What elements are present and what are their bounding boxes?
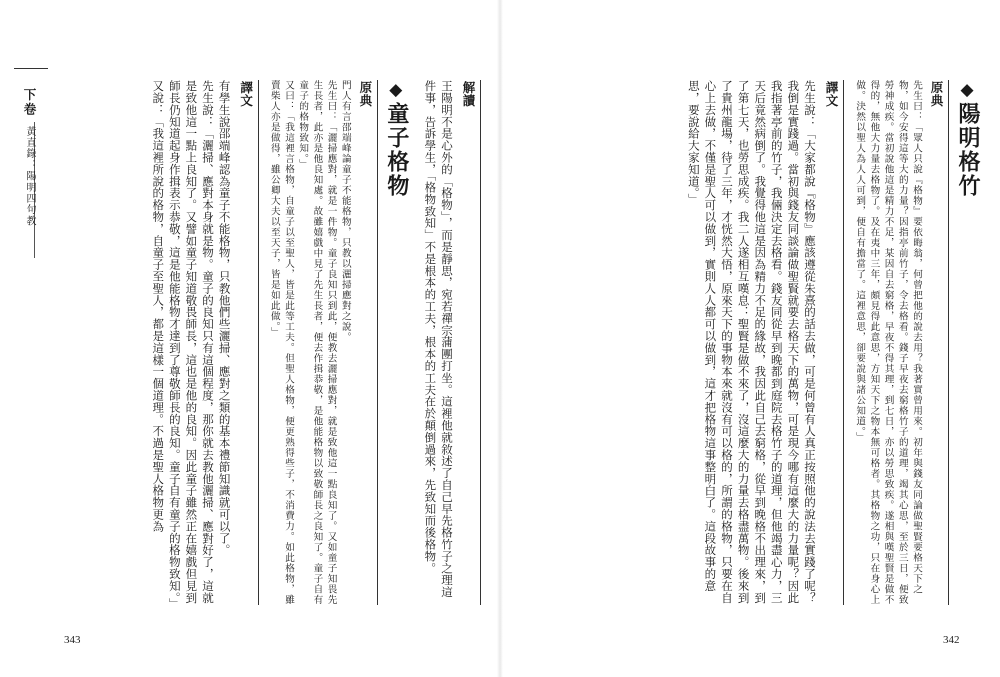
left-page <box>0 0 497 677</box>
translation-paragraph: 先生說：「灑掃、應對本身就是物。童子的良知只有這個程度，那你就去教他灑掃、應對好了，這就是致他這一點上良知了。又譬如童子知道敬畏師長，這也是他的良知。因此童子雖然正在嬉戲但見到師長仍知道起身作揖表示恭敬，這是他能格物才達到了尊敬師長的良知。童子自有童子的格物致知。」又說：「我這裡所說的格物，自童子至聖人，都是這樣一個道理。不過是聖人格物更為 <box>151 80 215 604</box>
left-page-body <box>66 80 481 605</box>
running-head: 黃直錄：陽明四句教 <box>24 126 35 227</box>
diamond-bullet-icon: ◆ <box>385 80 406 102</box>
source-paragraph: 又曰：「我這裡言格物，自童子以至聖人，皆是此等工夫。但聖人格物，便更熟得些子，不消費力。如此格物，雖賣柴人亦是做得，雖公卿大夫以至天子，皆是如此做。」 <box>268 80 294 605</box>
section-heading-translation: 譯文 <box>819 80 844 605</box>
interpretation-paragraph: 王陽明不是心外的「格物」，而是靜思，宛若禪宗蒲團打坐。這裡他就敘述了自己早先格竹子之理這件事，告訴學生，「格物致知」不是根本的工夫，根本的工夫在於顛倒過來，先致知而後格物。 <box>423 80 454 598</box>
section-heading-interpretation: 解讀 <box>456 80 481 605</box>
source-paragraph: 門人有言邵端峰論童子不能格物，只教以灑掃應對之說。 <box>339 80 351 343</box>
section-heading-source: 原典 <box>924 80 949 605</box>
page-number-left: 343 <box>64 634 81 646</box>
right-page <box>503 0 1000 677</box>
translation-paragraph: 先生說：「大家都說『格物』應該遵從朱熹的話去做，可是何曾有人真正按照他的說法去實踐了呢？我倒是實踐過。當初與錢友同談論做聖賢就要去格天下的萬物，可是現今哪有這麼大的力量呢？因此我指著亭前的竹子，我倆決定去格看。錢友同從早到晚都到庭院去格竹子的道理，但他竭盡心力，三天后竟然病倒了。我覺得他這是因為精力不足的緣故，我因此自己去窮格，從早到晚格不出理來，到了第七天，也勞思成疾。我二人遂相互嘆息：聖賢是做不來了，沒這麼大的力量去格盡萬物。後來到了貴州龍場，待了三年，才恍然大悟，原來天下的事物本來就沒有可以格的，所謂的格物，只要在自心上去做，不僅是聖人可以做到，實則人人都可以做到，這才把格物這事整明白了。這段故事的意思，要說給大家知道。」 <box>686 80 817 604</box>
translation-paragraph: 有學生說邵端峰認為童子不能格物，只教他們些灑掃、應對之類的基本禮節知識就可以了。 <box>217 80 232 556</box>
page-number-right: 342 <box>943 634 960 646</box>
diamond-bullet-icon: ◆ <box>957 80 977 102</box>
source-paragraph: 先生曰：「眾人只說『格物』要依晦翁，何曾把他的說去用？我著實曾用來。初年與錢友同論做聖賢要格天下之物，如今安得這等大的力量？因指亭前竹子，令去格看。錢子早夜去窮格竹子的道理，竭其心思，至於三日，便致勞神成疾。當初說他這是精力不足，某因自去窮格，早夜不得其理，到七日，亦以勞思致疾。遂相與嘆聖賢是做不得的，無他大力量去格物了。及在夷中三年，頗見得此意思，方知天下之物本無可格者。其格物之功，只在身心上做。決然以聖人為人人可到，便自有擔當了。這裡意思，卻要說與諸公知道。」 <box>854 80 922 605</box>
volume-divider-rule <box>14 68 48 69</box>
section-heading-translation: 譯文 <box>234 80 259 605</box>
article-title: ◆陽明格竹 <box>955 80 980 198</box>
right-page-body <box>585 80 985 605</box>
volume-label: 下卷 <box>22 88 37 117</box>
section-heading-source: 原典 <box>353 80 378 605</box>
article-title: ◆童子格物 <box>383 80 409 198</box>
source-paragraph: 先生曰：「灑掃應對，就是一件物。童子良知只到此，便教去灑掃應對，就是致他這一點良知了。又如童子知畏先生長者，此亦是他良知處。故雖嬉戲中見了先生長者，便去作揖恭敬，是他能格物以致敬師長之良知了。童子自有童子的格物致知。」 <box>297 80 337 605</box>
